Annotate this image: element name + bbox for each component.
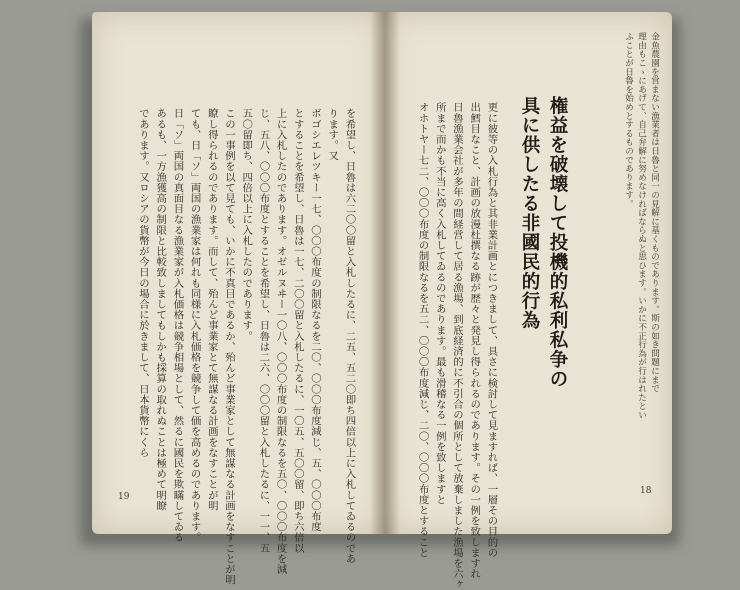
preceding-text-column: ふことが日魯を始めとするものであります。: [623, 32, 634, 208]
right-page: [384, 12, 672, 590]
right-page-number: 18: [640, 486, 652, 496]
text-column: 日魯漁業会社が多年の間経営して居る漁場、到底経済的に不引合の個所として放棄しました漁場を六ヶ: [451, 102, 463, 590]
left-page: [92, 12, 384, 585]
text-column: あるも、一方漁獲高の制限と比較致しましてもしかも採算の取れぬことは極めて明瞭: [154, 108, 167, 511]
preceding-text-column: 理由もこゝにあげて、自己弁解に努めなければならぬと思ひます。いかに不正行為が行はれたとい: [636, 32, 647, 420]
text-column: を希望し、日魯は六二〇〇留と入札したるに、二五、五二〇即ち四倍以上に入札してゐるのであ: [343, 108, 356, 564]
preceding-text-column: 金魚農園を営まない漁業者は日魯と同一の見解に基くものであります。斯の如き問題にまで: [649, 32, 660, 393]
text-column: ります。又: [326, 108, 339, 161]
text-column: じ、五八、〇〇〇布度とすることを希望し、日魯は二六、〇〇〇留と入札したるに、一一、五: [257, 108, 270, 554]
text-column: 更に彼等の入札行為と其非業計画とにつきまして、具さに検討して見ますれば、一層その目的の: [485, 102, 498, 558]
text-column: 上に入札したのであります。オゼルヌヰー一〇八、〇〇〇布度の制限なるを五〇、〇〇〇布度を減: [274, 108, 287, 575]
text-column: 出鱈目なこと、計画の放漫杜撰なる跡が歴々と発見し得られるのであります。その一例を致しますれ: [468, 102, 481, 579]
text-column: 瞭し得られるのであります。而して、殆んど事業家とて無謀なる計画をなすことが明: [205, 108, 218, 511]
text-column: とすることを希望し、日魯は一七、二〇〇留と入札したるに、一〇五、五〇〇留、即ち六倍以: [291, 108, 304, 554]
book-gutter: [370, 12, 400, 534]
text-column: 五〇留即ち、四倍以上に入札したのであります。: [240, 108, 253, 342]
section-heading-line-2: 具に供したる非國民的行為: [519, 96, 540, 330]
left-page-number: 19: [118, 492, 130, 502]
section-heading-line-1: 権益を破壊して投機的私利私争の: [547, 96, 568, 389]
text-column: 所まで而かも不当に高く入札してゐるのであります。最も滑稽なる一例を致しますと: [433, 102, 446, 505]
text-column: オホトヤー七二、〇〇〇布度の制限なるを五二、〇〇〇布度減じ、二〇、〇〇〇布度とすること: [416, 102, 429, 558]
text-column: この一事例を以て見ても、いかに不真目であるか、殆んど事業家として無謀なる計画をなすことが明: [223, 108, 235, 585]
text-column: ても、日「ソ」両国の漁業家は何れも同様に入札価格を競争して価を高めるのであります。: [188, 108, 201, 543]
text-column: 日「ソ」両国の真面目なる漁業家が入札価格は競争相場として、然るに國民を欺瞞してゐる: [171, 108, 184, 543]
text-column: であります。又ロシアの貨幣が今日の場合に於きまして、日本貨幣にくら: [137, 108, 149, 458]
text-column: ボゴシエレツキー一七、〇〇〇布度の制限なるを二〇、〇〇〇布度減じ、五、〇〇〇布度: [309, 108, 321, 532]
